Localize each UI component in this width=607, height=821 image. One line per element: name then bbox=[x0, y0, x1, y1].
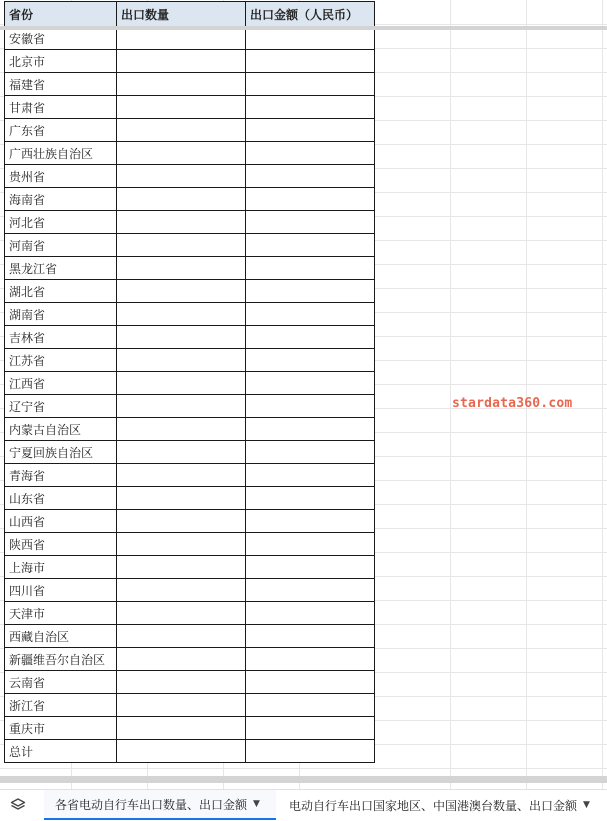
cell-export-amount[interactable] bbox=[246, 211, 375, 234]
table-row bbox=[5, 326, 375, 349]
table-row bbox=[5, 142, 375, 165]
cell-export-quantity[interactable] bbox=[117, 372, 246, 395]
cell-export-amount[interactable] bbox=[246, 349, 375, 372]
cell-export-quantity[interactable] bbox=[117, 73, 246, 96]
cell-export-quantity[interactable] bbox=[117, 648, 246, 671]
cell-export-quantity[interactable] bbox=[117, 96, 246, 119]
cell-province[interactable]: 广西壮族自治区 bbox=[5, 142, 117, 165]
cell-export-quantity[interactable] bbox=[117, 211, 246, 234]
cell-province[interactable]: 内蒙古自治区 bbox=[5, 418, 117, 441]
cell-export-quantity[interactable] bbox=[117, 602, 246, 625]
table-row bbox=[5, 188, 375, 211]
table-row bbox=[5, 441, 375, 464]
cell-export-amount[interactable] bbox=[246, 50, 375, 73]
cell-export-quantity[interactable] bbox=[117, 579, 246, 602]
cell-export-quantity[interactable] bbox=[117, 510, 246, 533]
cell-province[interactable]: 新疆维吾尔自治区 bbox=[5, 648, 117, 671]
cell-export-quantity[interactable] bbox=[117, 257, 246, 280]
cell-export-quantity[interactable] bbox=[117, 142, 246, 165]
sheet-list-button[interactable] bbox=[6, 796, 30, 818]
cell-export-amount[interactable] bbox=[246, 119, 375, 142]
table-row bbox=[5, 510, 375, 533]
cell-export-amount[interactable] bbox=[246, 441, 375, 464]
cell-province[interactable]: 安徽省 bbox=[5, 27, 117, 50]
cell-export-amount[interactable] bbox=[246, 533, 375, 556]
cell-export-quantity[interactable] bbox=[117, 303, 246, 326]
cell-province[interactable]: 吉林省 bbox=[5, 326, 117, 349]
table-row bbox=[5, 579, 375, 602]
cell-province[interactable]: 江苏省 bbox=[5, 349, 117, 372]
cell-export-amount[interactable] bbox=[246, 625, 375, 648]
table-row bbox=[5, 487, 375, 510]
table-row bbox=[5, 119, 375, 142]
table-row bbox=[5, 349, 375, 372]
cell-export-quantity[interactable] bbox=[117, 671, 246, 694]
cell-province[interactable]: 青海省 bbox=[5, 464, 117, 487]
cell-export-quantity[interactable] bbox=[117, 418, 246, 441]
cell-province[interactable]: 浙江省 bbox=[5, 694, 117, 717]
tab-label: 各省电动自行车出口数量、出口金额 bbox=[55, 797, 248, 812]
cell-export-quantity[interactable] bbox=[117, 533, 246, 556]
cell-province[interactable]: 陕西省 bbox=[5, 533, 117, 556]
table-row bbox=[5, 648, 375, 671]
header-export-amount[interactable]: 出口金额（人民币） bbox=[246, 2, 375, 27]
cell-export-amount[interactable] bbox=[246, 671, 375, 694]
layers-icon bbox=[10, 797, 26, 817]
cell-province[interactable]: 总计 bbox=[5, 740, 117, 763]
table-row bbox=[5, 303, 375, 326]
header-row bbox=[5, 2, 375, 27]
table-row bbox=[5, 234, 375, 257]
cell-export-amount[interactable] bbox=[246, 418, 375, 441]
table-row bbox=[5, 395, 375, 418]
cell-export-quantity[interactable] bbox=[117, 188, 246, 211]
table-row bbox=[5, 96, 375, 119]
table-row bbox=[5, 372, 375, 395]
header-export-quantity[interactable]: 出口数量 bbox=[117, 2, 246, 27]
cell-export-amount[interactable] bbox=[246, 142, 375, 165]
cell-province[interactable]: 重庆市 bbox=[5, 717, 117, 740]
cell-province[interactable]: 河南省 bbox=[5, 234, 117, 257]
cell-export-amount[interactable] bbox=[246, 648, 375, 671]
table-row bbox=[5, 418, 375, 441]
cell-province[interactable]: 山西省 bbox=[5, 510, 117, 533]
cell-province[interactable]: 上海市 bbox=[5, 556, 117, 579]
table-row bbox=[5, 717, 375, 740]
cell-export-quantity[interactable] bbox=[117, 349, 246, 372]
cell-export-amount[interactable] bbox=[246, 395, 375, 418]
data-table bbox=[4, 1, 375, 763]
table-row bbox=[5, 464, 375, 487]
table-row bbox=[5, 50, 375, 73]
cell-export-amount[interactable] bbox=[246, 257, 375, 280]
cell-export-quantity[interactable] bbox=[117, 694, 246, 717]
cell-province[interactable]: 西藏自治区 bbox=[5, 625, 117, 648]
cell-export-quantity[interactable] bbox=[117, 717, 246, 740]
cell-export-quantity[interactable] bbox=[117, 464, 246, 487]
cell-province[interactable]: 河北省 bbox=[5, 211, 117, 234]
cell-export-amount[interactable] bbox=[246, 740, 375, 763]
table-row bbox=[5, 694, 375, 717]
cell-export-amount[interactable] bbox=[246, 602, 375, 625]
cell-export-quantity[interactable] bbox=[117, 441, 246, 464]
cell-export-amount[interactable] bbox=[246, 188, 375, 211]
cell-export-amount[interactable] bbox=[246, 510, 375, 533]
cell-export-quantity[interactable] bbox=[117, 50, 246, 73]
cell-export-amount[interactable] bbox=[246, 303, 375, 326]
cell-province[interactable]: 北京市 bbox=[5, 50, 117, 73]
watermark: stardata360.com bbox=[452, 396, 573, 411]
header-province[interactable]: 省份 bbox=[5, 2, 117, 27]
cell-export-amount[interactable] bbox=[246, 165, 375, 188]
cell-export-quantity[interactable] bbox=[117, 280, 246, 303]
cell-export-amount[interactable] bbox=[246, 694, 375, 717]
cell-province[interactable]: 甘肃省 bbox=[5, 96, 117, 119]
cell-province[interactable]: 宁夏回族自治区 bbox=[5, 441, 117, 464]
table-row bbox=[5, 533, 375, 556]
cell-province[interactable]: 福建省 bbox=[5, 73, 117, 96]
cell-export-quantity[interactable] bbox=[117, 625, 246, 648]
table-row bbox=[5, 625, 375, 648]
cell-province[interactable]: 广东省 bbox=[5, 119, 117, 142]
cell-export-quantity[interactable] bbox=[117, 556, 246, 579]
horizontal-scrollbar[interactable] bbox=[0, 776, 607, 783]
cell-province[interactable]: 海南省 bbox=[5, 188, 117, 211]
table-row bbox=[5, 280, 375, 303]
cell-export-amount[interactable] bbox=[246, 487, 375, 510]
cell-export-quantity[interactable] bbox=[117, 165, 246, 188]
cell-export-amount[interactable] bbox=[246, 280, 375, 303]
cell-export-amount[interactable] bbox=[246, 73, 375, 96]
cell-province[interactable]: 天津市 bbox=[5, 602, 117, 625]
cell-province[interactable]: 江西省 bbox=[5, 372, 117, 395]
tab-country-exports[interactable] bbox=[282, 790, 607, 820]
cell-province[interactable]: 四川省 bbox=[5, 579, 117, 602]
cell-export-amount[interactable] bbox=[246, 96, 375, 119]
table-row bbox=[5, 602, 375, 625]
cell-export-amount[interactable] bbox=[246, 372, 375, 395]
table-row bbox=[5, 165, 375, 188]
cell-province[interactable]: 黑龙江省 bbox=[5, 257, 117, 280]
tab-label: 电动自行车出口国家地区、中国港澳台数量、出口金额 bbox=[289, 798, 578, 813]
cell-export-amount[interactable] bbox=[246, 464, 375, 487]
cell-export-amount[interactable] bbox=[246, 717, 375, 740]
cell-export-amount[interactable] bbox=[246, 326, 375, 349]
cell-export-quantity[interactable] bbox=[117, 395, 246, 418]
table-row bbox=[5, 740, 375, 763]
cell-export-amount[interactable] bbox=[246, 234, 375, 257]
table-row bbox=[5, 556, 375, 579]
frozen-row-divider[interactable] bbox=[0, 26, 607, 30]
sheet-tab-bar bbox=[0, 789, 607, 821]
table-row bbox=[5, 257, 375, 280]
cell-export-quantity[interactable] bbox=[117, 740, 246, 763]
cell-province[interactable]: 辽宁省 bbox=[5, 395, 117, 418]
caret-down-icon[interactable]: ▼ bbox=[253, 799, 260, 809]
cell-export-amount[interactable] bbox=[246, 579, 375, 602]
cell-export-amount[interactable] bbox=[246, 556, 375, 579]
caret-down-icon[interactable]: ▼ bbox=[583, 800, 590, 810]
table-row bbox=[5, 671, 375, 694]
table-row bbox=[5, 73, 375, 96]
cell-province[interactable]: 湖北省 bbox=[5, 280, 117, 303]
cell-province[interactable]: 云南省 bbox=[5, 671, 117, 694]
cell-export-quantity[interactable] bbox=[117, 119, 246, 142]
cell-province[interactable]: 湖南省 bbox=[5, 303, 117, 326]
table-row bbox=[5, 211, 375, 234]
cell-province[interactable]: 山东省 bbox=[5, 487, 117, 510]
cell-export-quantity[interactable] bbox=[117, 234, 246, 257]
tab-province-exports[interactable] bbox=[44, 790, 276, 820]
cell-province[interactable]: 贵州省 bbox=[5, 165, 117, 188]
cell-export-quantity[interactable] bbox=[117, 326, 246, 349]
cell-export-quantity[interactable] bbox=[117, 487, 246, 510]
